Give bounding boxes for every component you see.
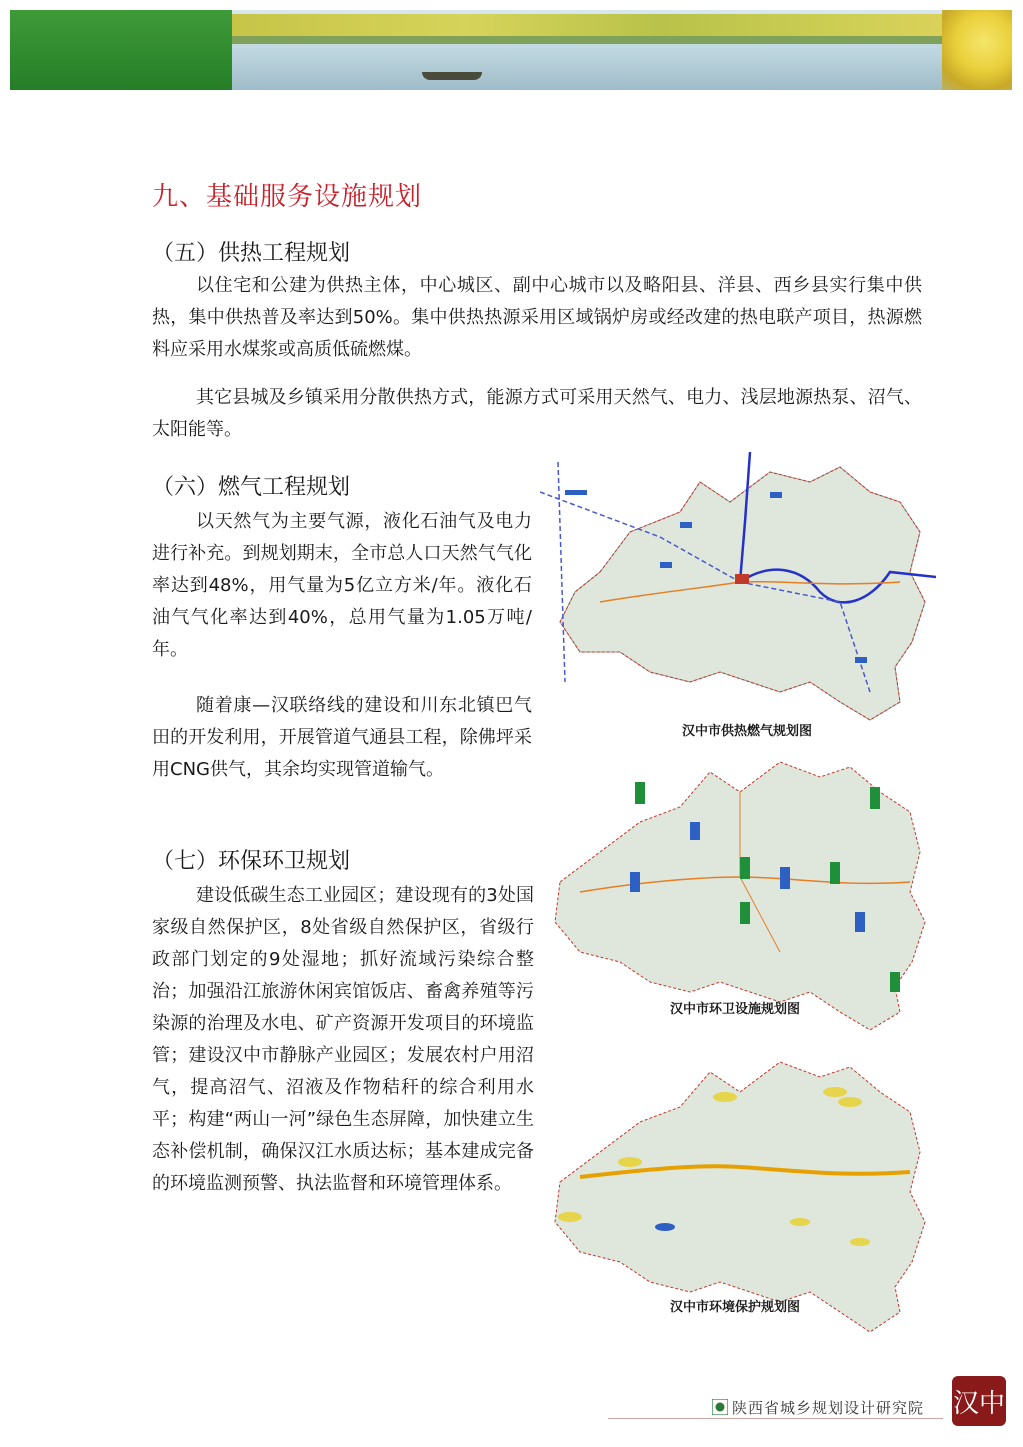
- institute-logo-icon: [712, 1399, 728, 1415]
- page-heading: 九、基础服务设施规划: [152, 182, 423, 212]
- section-heating-p1: 以住宅和公建为供热主体，中心城区、副中心城市以及略阳县、洋县、西乡县实行集中供热，集中供热普及率达到50%。集中供热热源采用区域锅炉房或经改建的热电联产项目，热源燃料应采用水煤浆或高质低硫燃煤。: [152, 275, 922, 360]
- map-sanitation: [540, 752, 936, 1032]
- svg-text:汉中: 汉中: [952, 1389, 1006, 1419]
- section-gas-p1: 以天然气为主要气源，液化石油气及电力进行补充。到规划期末，全市总人口天然气气化率达到48%，用气量为5亿立方米/年。液化石油气气化率达到40%，总用气量为1.05万吨/年。: [152, 511, 532, 660]
- boat-icon: [422, 72, 482, 80]
- map-heating-gas: [540, 452, 936, 724]
- banner-green-block: [10, 10, 232, 90]
- section-heating-p2: 其它县城及乡镇采用分散供热方式，能源方式可采用天然气、电力、浅层地源热泵、沼气、太阳能等。: [152, 387, 922, 440]
- section-env-title: （七）环保环卫规划: [152, 849, 351, 874]
- flower-icon: [942, 10, 1012, 90]
- section-env-p1: 建设低碳生态工业园区；建设现有的3处国家级自然保护区，8处省级自然保护区，省级行政部门划定的9处湿地；抓好流域污染综合整治；加强沿江旅游休闲宾馆饭店、畜禽养殖等污染源的治理及水电、矿产资源开发项目的环境监管；建设汉中市静脉产业园区；发展农村户用沼气，提高沼气、沼液及作物秸秆的综合利用水平；构建“两山一河”绿色生态屏障，加快建立生态补偿机制，确保汉江水质达标；基本建成完备的环境监测预警、执法监督和环境管理体系。: [152, 885, 534, 1194]
- footer-institute: 陕西省城乡规划设计研究院: [732, 1399, 925, 1417]
- map-environment-caption: 汉中市环境保护规划图: [670, 1300, 801, 1315]
- header-banner: [0, 10, 1012, 90]
- footer-divider: [608, 1418, 943, 1419]
- map-sanitation-caption: 汉中市环卫设施规划图: [670, 1002, 801, 1017]
- banner-landscape-photo: [232, 10, 1012, 90]
- hanzhong-seal-icon: [944, 1372, 1012, 1432]
- map-environment: [540, 1052, 936, 1334]
- section-gas-p2: 随着康—汉联络线的建设和川东北镇巴气田的开发利用，开展管道气通县工程，除佛坪采用CNG供气，其余均实现管道输气。: [152, 695, 532, 780]
- section-heating-title: （五）供热工程规划: [152, 241, 351, 266]
- map-heating-gas-caption: 汉中市供热燃气规划图: [682, 724, 813, 739]
- section-gas-title: （六）燃气工程规划: [152, 475, 351, 500]
